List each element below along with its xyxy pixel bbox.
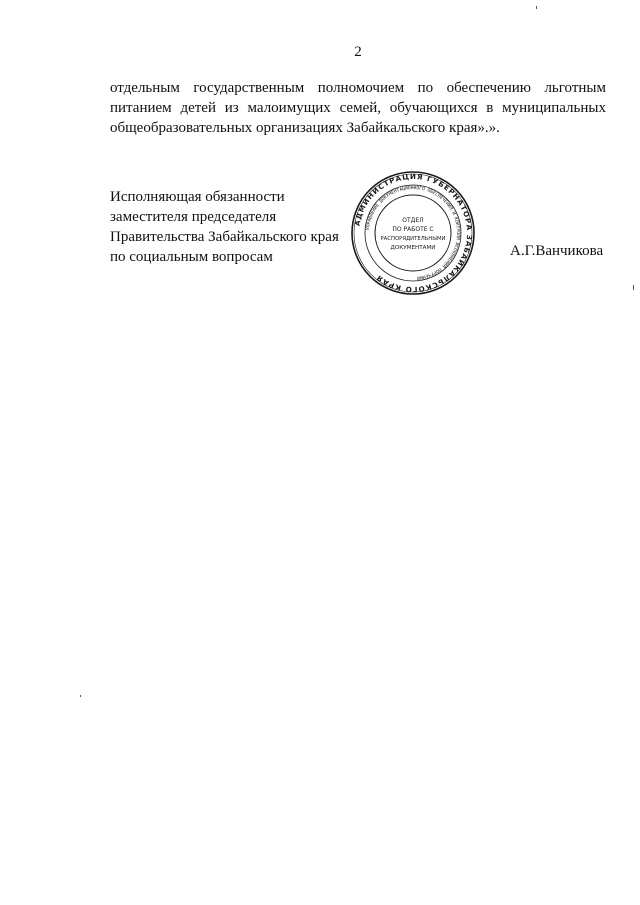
signer-name: А.Г.Ванчикова <box>510 243 604 259</box>
stamp-center-line: ОТДЕЛ <box>402 217 424 224</box>
scan-speck <box>633 285 634 290</box>
position-line: заместителя председателя <box>110 209 277 225</box>
signature-position <box>110 187 339 267</box>
stamp-center-line: ПО РАБОТЕ С <box>392 226 434 233</box>
scan-speck <box>536 6 537 9</box>
position-line: по социальным вопросам <box>110 249 273 265</box>
stamp-center-line: ДОКУМЕНТАМИ <box>390 245 436 251</box>
body-line: общеобразовательных организациях Забайкальского края».». <box>110 120 500 136</box>
position-line: Правительства Забайкальского края <box>110 229 339 245</box>
scan-speck <box>80 695 81 697</box>
body-line: питанием детей из малоимущих семей, обучающихся в муниципальных <box>110 100 606 116</box>
official-stamp-icon <box>350 170 476 296</box>
stamp-inner-ring-text: УПРАВЛЕНИЕ ДОКУМЕНТАЦИОННОГО ОБЕСПЕЧЕНИЯ И КОНТРОЛЯ ИСПОЛНЕНИЯ ПОРУЧЕНИЙ <box>366 185 461 280</box>
stamp-center-line: РАСПОРЯДИТЕЛЬНЫМИ <box>380 236 446 242</box>
page-number: 2 <box>354 44 362 60</box>
stamp-outer-ring-text: АДМИНИСТРАЦИЯ ГУБЕРНАТОРА ЗАБАЙКАЛЬСКОГО КРАЯ <box>352 171 475 295</box>
position-line: Исполняющая обязанности <box>110 189 285 205</box>
body-text <box>110 78 606 138</box>
body-line: отдельным государственным полномочием по обеспечению льготным <box>110 80 606 96</box>
